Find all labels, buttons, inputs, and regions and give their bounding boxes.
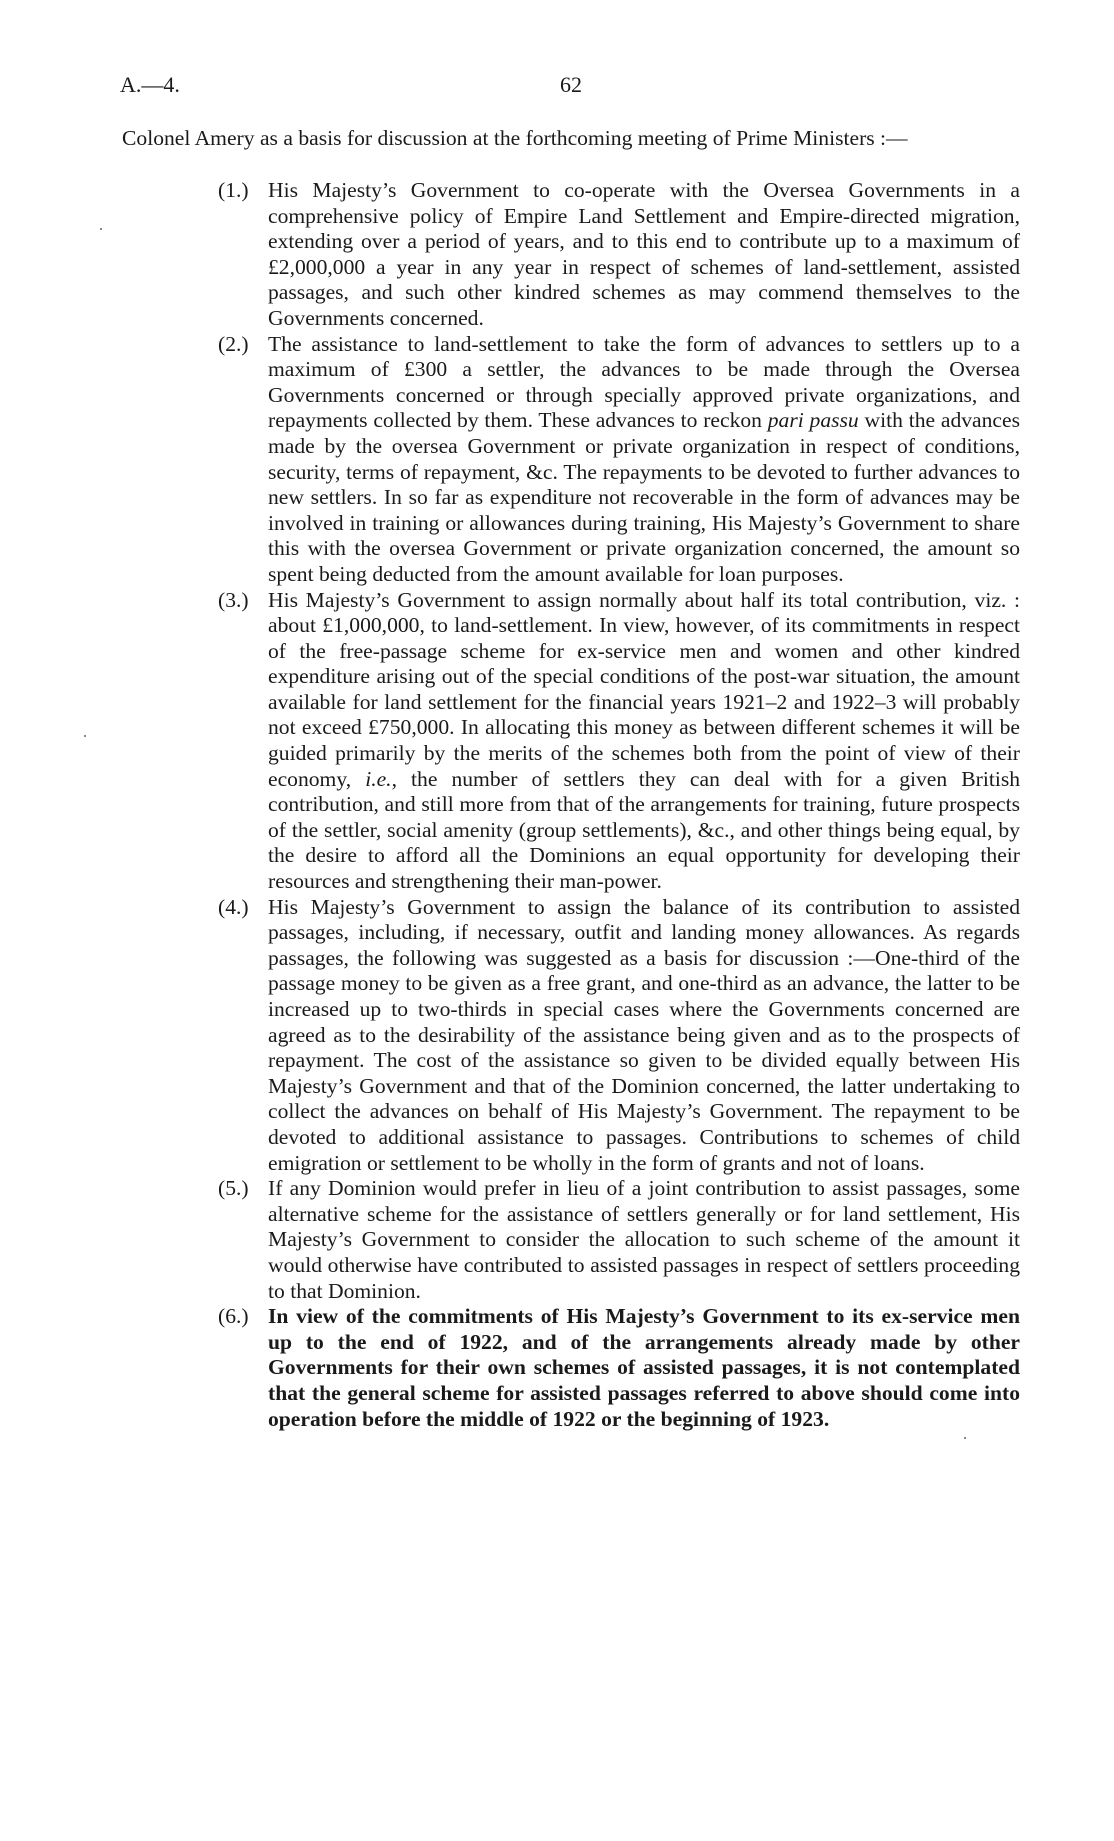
item-text-part: , the number of settlers they can deal with for a given British contribution, and still more from that of the arrangements for training, future prospects of the settler, social amenity (group settlements), &c., and other things being equal, by the desire to afford all the Dominions an equal opportunity for developing their resources and strengthening their man-power. [268, 766, 1021, 894]
item-text: If any Dominion would prefer in lieu of a joint contribution to assist passages, some alternative scheme for the assistance of settlers generally or for land settlement, His Majesty’s Government to consider the allocation to such scheme of the amount it would otherwise have contributed to assisted passages in respect of settlers proceeding to that Dominion. [268, 1176, 1020, 1303]
item-text-part: The assistance to land-settlement to take the form of advances to settlers up to a maximum of £300 a settler, the advances to be made through the Oversea Governments concerned or through specially approved private organizations, and repayments collected by them. These advances to reckon [268, 331, 1020, 433]
scan-speck [84, 735, 86, 737]
item-number: (6.) [218, 1304, 249, 1329]
item-text: His Majesty’s Government to co-operate with the Oversea Governments in a comprehensive policy of Empire Land Settlement and Empire-directed migration, extending over a period of years, and to this end to contribute up to a maximum of £2,000,000 a year in any year in respect of schemes of land-settlement, assisted passages, and such other kindred schemes as may commend themselves to the Governments concerned. [268, 178, 1020, 330]
item-number: (5.) [218, 1176, 249, 1201]
item-text-italic: pari passu [767, 408, 859, 433]
item-text [268, 332, 1020, 588]
page-header [120, 72, 1020, 102]
list-item [218, 178, 1020, 332]
item-text-part: His Majesty’s Government to assign normally about half its total contribution, viz. : about £1,000,000, to land-settlement. In view, however, of its commitments in respect of the free-passage scheme for ex-service men and women and other kindred expenditure arising out of the special conditions of the post-war situation, the amount available for land settlement for the financial years 1921–2 and 1922–3 will probably not exceed £750,000. In allocating this money as between different schemes it will be guided primarily by the merits of the schemes both from the point of view of their economy, [268, 587, 1020, 791]
scan-speck [964, 1437, 966, 1439]
list-item [218, 1176, 1020, 1304]
item-number: (1.) [218, 178, 249, 202]
page-number: 62 [560, 72, 582, 97]
list-item [218, 588, 1020, 895]
scan-speck [100, 228, 102, 230]
item-text [268, 588, 1020, 895]
item-number: (2.) [218, 331, 249, 356]
item-number: (3.) [218, 587, 249, 612]
item-text-part: with the advances made by the oversea Government or private organization in respect of conditions, security, terms of repayment, &c. The repayments to be devoted to further advances to new settlers. In so far as expenditure not recoverable in the form of advances may be involved in training or allowances during training, His Majesty’s Government to share this with the oversea Government or private organization concerned, the amount so spent being deducted from the amount available for loan purposes. [268, 408, 1020, 586]
list-item [218, 895, 1020, 1177]
item-text-italic: i.e. [365, 766, 392, 791]
list-item [218, 332, 1020, 588]
proposal-list [218, 178, 1020, 1432]
intro-paragraph: Colonel Amery as a basis for discussion at the forthcoming meeting of Prime Ministers :— [122, 126, 908, 150]
item-text: His Majesty’s Government to assign the balance of its contribution to assisted passages, including, if necessary, outfit and landing money allowances. As regards passages, the following was suggested as a basis for discussion :—One-third of the passage money to be given as a free grant, and one-third as an advance, the latter to be increased up to two-thirds in special cases where the Governments concerned are agreed as to the desirability of the assistance being given and as to the prospects of repayment. The cost of the assistance so given to be divided equally between His Majesty’s Government and that of the Dominion concerned, the latter undertaking to collect the advances on behalf of His Majesty’s Government. The repayment to be devoted to additional assistance to passages. Contributions to schemes of child emigration or settlement to be wholly in the form of grants and not of loans. [268, 894, 1020, 1175]
item-number: (4.) [218, 894, 249, 919]
list-item [218, 1304, 1020, 1432]
item-text: In view of the commitments of His Majesty’s Government to its ex-service men up to the end of 1922, and of the arrangements already made by other Governments for their own schemes of assisted passages, it is not contemplated that the general scheme for assisted passages referred to above should come into operation before the middle of 1922 or the beginning of 1923. [268, 1304, 1020, 1431]
series-reference: A.—4. [120, 72, 180, 97]
